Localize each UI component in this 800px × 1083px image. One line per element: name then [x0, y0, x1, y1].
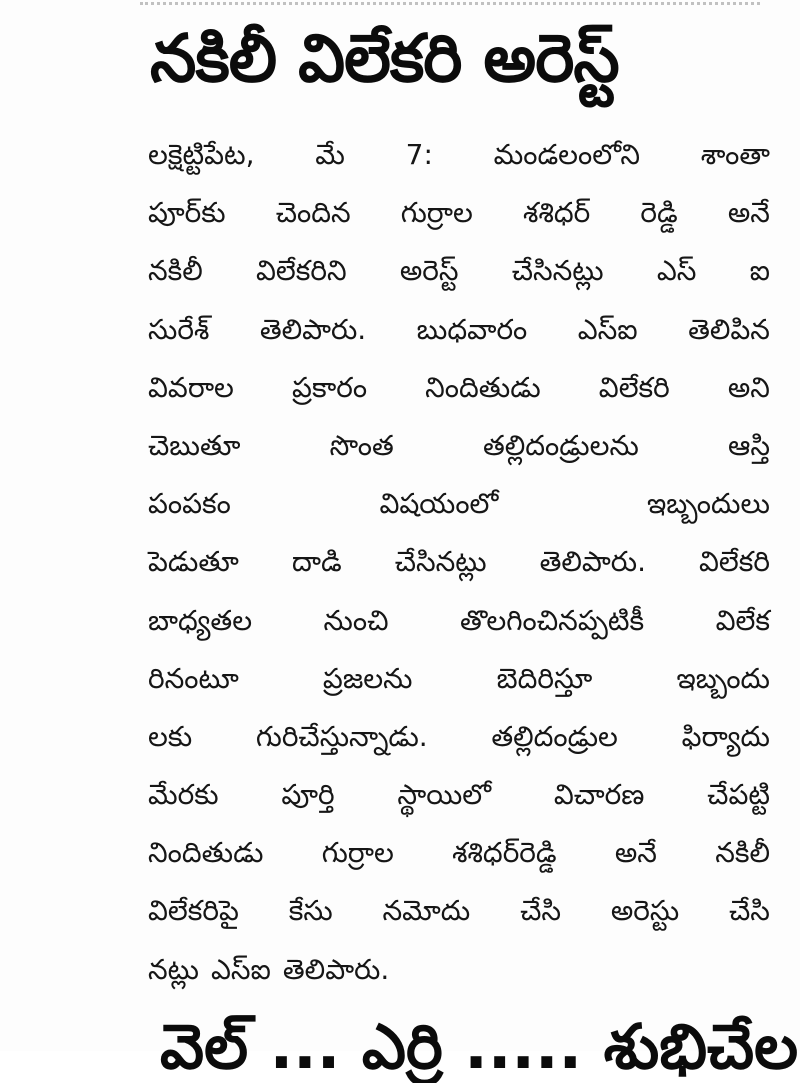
body-word: నకిలీ — [715, 836, 770, 870]
body-word: బుధవారం — [416, 312, 528, 346]
body-word: నమోదు — [382, 894, 471, 928]
body-word: చేపట్టి — [707, 778, 770, 812]
body-word: సురేశ్ — [148, 312, 210, 346]
body-word: ఇబ్బందులు — [646, 487, 770, 521]
body-word: తల్లిదండ్రులను — [482, 428, 639, 462]
body-word: వివరాల — [148, 370, 234, 404]
body-word: ఎస్ — [656, 254, 697, 288]
body-word: అనే — [727, 196, 770, 230]
body-word: అని — [727, 370, 770, 404]
body-line — [148, 766, 770, 824]
body-word: చెందిన — [275, 196, 351, 230]
body-word: లకు — [148, 719, 193, 753]
body-line — [148, 417, 770, 475]
body-line — [148, 184, 770, 242]
body-word: శశిధర్ — [523, 196, 591, 230]
body-line — [148, 708, 770, 766]
body-word: ఆస్తి — [727, 428, 770, 462]
body-word: తెలిపిన — [688, 312, 770, 346]
body-word: చేసి — [729, 894, 770, 928]
body-line — [148, 301, 770, 359]
body-line — [148, 650, 770, 708]
body-word: ఇబ్బందు — [676, 661, 770, 695]
body-word: నిందితుడు — [425, 370, 541, 404]
body-line — [148, 882, 770, 940]
article-body — [148, 126, 770, 999]
body-line — [148, 941, 770, 999]
body-word: విలేకరి — [598, 370, 670, 404]
body-word: తల్లిదండ్రుల — [491, 719, 618, 753]
body-word: పెడుతూ — [148, 545, 239, 579]
body-word: రినంటూ — [148, 661, 239, 695]
body-line — [148, 475, 770, 533]
body-word: బాధ్యతల — [148, 603, 253, 637]
body-word: తెలిపారు. — [259, 312, 367, 346]
body-word: చేసి — [520, 894, 562, 928]
next-article-headline-cropped: వెల్ ... ఎర్రి ..... శుభిచేల — [160, 1010, 799, 1083]
body-word: నుంచి — [323, 603, 389, 637]
body-line — [148, 359, 770, 417]
body-word: చేసినట్లు — [511, 254, 604, 288]
body-word: ఎస్ఐ — [210, 952, 271, 986]
body-line — [148, 242, 770, 300]
previous-column-edge — [140, 0, 760, 5]
body-word: తెలిపారు. — [282, 952, 390, 986]
body-word: శశిధర్‌రెడ్డి — [452, 836, 557, 870]
body-line — [148, 126, 770, 184]
body-word: కేసు — [288, 894, 333, 928]
body-word: ప్రజలను — [322, 661, 413, 695]
body-line — [148, 533, 770, 591]
body-line — [148, 592, 770, 650]
body-line — [148, 824, 770, 882]
body-word: విలేకరిపై — [148, 894, 239, 928]
body-word: ఐ — [749, 254, 770, 288]
article-headline: నకిలీ విలేకరి అరెస్ట్ — [150, 20, 619, 97]
body-word: చేసినట్లు — [394, 545, 487, 579]
body-word: నకిలీ — [148, 254, 203, 288]
body-word: గురిచేస్తున్నాడు. — [255, 719, 428, 753]
body-word: అరెస్ట్ — [399, 254, 459, 288]
body-word: మేరకు — [148, 778, 219, 812]
body-word: తొలగించినప్పటికీ — [460, 603, 645, 637]
body-word: అరెస్టు — [610, 894, 680, 928]
body-word: పూర్తి — [281, 778, 335, 812]
body-word: విలేక — [715, 603, 770, 637]
body-word: విషయంలో — [379, 487, 499, 521]
body-word: చెబుతూ — [148, 428, 241, 462]
body-word: 7: — [405, 138, 433, 171]
body-word: బెదిరిస్తూ — [496, 661, 593, 695]
body-word: గుర్రాల — [400, 196, 473, 230]
body-word: విలేకరిని — [256, 254, 347, 288]
body-word: విలేకరి — [699, 545, 770, 579]
body-word: నిందితుడు — [148, 836, 264, 870]
body-word: సొంత — [329, 428, 394, 462]
body-word: తెలిపారు. — [539, 545, 646, 579]
body-word: గుర్రాల — [321, 836, 394, 870]
body-word: శాంతా — [700, 138, 770, 171]
body-word: నట్లు — [148, 952, 199, 986]
body-word: పంపకం — [148, 487, 231, 521]
body-word: పూర్‌కు — [148, 196, 226, 230]
body-word: దాడి — [291, 545, 342, 579]
body-word: ఎస్ఐ — [577, 312, 638, 346]
body-word: విచారణ — [553, 778, 645, 812]
body-word: ప్రకారం — [292, 370, 368, 404]
body-word: అనే — [614, 836, 657, 870]
body-word: రెడ్డి — [640, 196, 678, 230]
body-word: స్థాయిలో — [397, 778, 492, 812]
body-word: ఫిర్యాదు — [681, 719, 770, 753]
body-word: లక్షెట్టిపేట, — [148, 138, 255, 171]
body-word: మే — [315, 138, 345, 171]
body-word: మండలంలోని — [493, 138, 640, 171]
